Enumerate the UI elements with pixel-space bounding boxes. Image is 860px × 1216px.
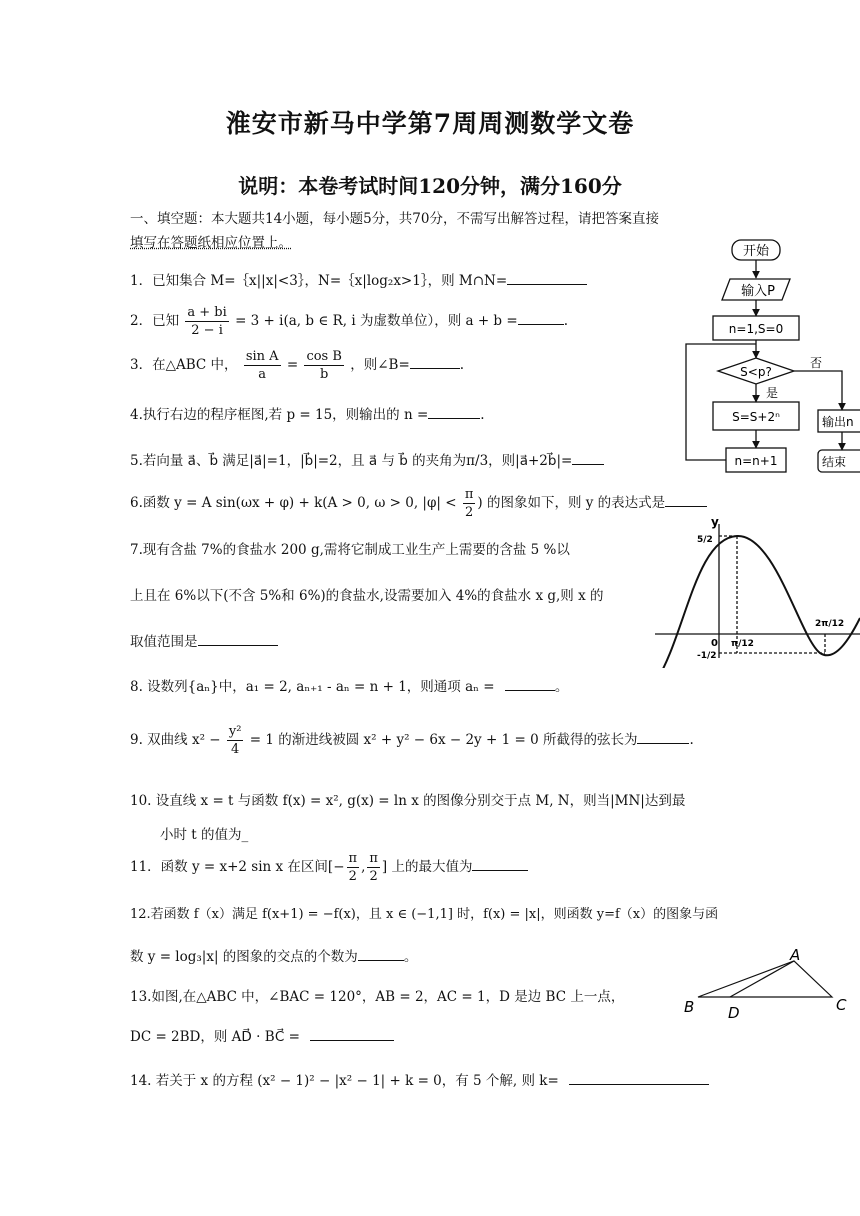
- question-12-line-2-text: 数 y = log₃|x| 的图象的交点的个数为: [130, 949, 358, 965]
- question-2-fraction: [185, 304, 228, 339]
- question-1-text: 1．已知集合 M=｛x||x|<3｝，N=｛x|log₂x>1｝，则 M∩N=: [130, 273, 508, 289]
- y-axis-label: y: [711, 518, 719, 529]
- answer-blank-2[interactable]: [518, 310, 564, 325]
- question-14: [130, 1069, 709, 1089]
- question-10-line-2: 小时 t 的值为_: [160, 827, 249, 843]
- answer-blank-9[interactable]: [637, 729, 689, 744]
- program-flowchart: [682, 234, 860, 484]
- question-6-post: ) 的图象如下，则 y 的表达式是: [477, 495, 666, 511]
- question-9-fraction: [227, 723, 244, 758]
- segment-ad: [730, 961, 794, 997]
- question-10-line-1: 10. 设直线 x = t 与函数 f(x) = x², g(x) = ln x 的图像分别交于点 M, N，则当|MN|达到最: [130, 793, 686, 809]
- flowchart-input-label: 输入P: [741, 284, 775, 299]
- answer-blank-11[interactable]: [472, 856, 528, 871]
- fraction-denominator: 2: [369, 869, 378, 884]
- fraction-denominator: 2: [464, 505, 474, 520]
- question-6-pre: 6.函数 y = A sin(ωx + φ) + k(A > 0, ω > 0, |φ| <: [130, 495, 457, 511]
- page-title: 淮安市新马中学第7周周测数学文卷: [225, 109, 635, 138]
- question-8: 8. 设数列{aₙ}中，a₁ = 2, aₙ₊₁ - aₙ = n + 1，则通项 aₙ = 。: [130, 675, 568, 695]
- question-7-line-1: 7.现有含盐 7%的食盐水 200 g,需将它制成工业生产上需要的含盐 5 %以: [130, 542, 570, 558]
- flowchart-start-label: 开始: [742, 244, 770, 259]
- question-5: [130, 449, 604, 469]
- point-d-label: D: [728, 1004, 740, 1022]
- question-11-pre: 11．函数 y = x+2 sin x 在区间[−: [130, 859, 345, 875]
- fraction-numerator: sin A: [245, 349, 279, 364]
- fraction-denominator: 4: [231, 742, 240, 757]
- question-2-post: = 3 + i(a, b ∈ R, i 为虚数单位），则 a + b =: [235, 313, 518, 329]
- question-11-post: ] 上的最大值为: [381, 859, 473, 875]
- question-3-pre: 3．在△ABC 中，: [130, 357, 238, 373]
- fraction-numerator: π: [369, 851, 378, 866]
- question-12-line-2: 数 y = log₃|x| 的图象的交点的个数为 。: [130, 945, 417, 965]
- question-2: 2．已知 $\frac{a + bi}{2 - i}$ = 3 + i(a, b ∈ R, i 为虚数单位），则 a + b = .: [130, 305, 568, 338]
- section-instructions: [130, 207, 740, 255]
- fraction-numerator: a + bi: [187, 305, 227, 320]
- answer-blank-6[interactable]: [665, 492, 707, 507]
- vertex-b-label: B: [684, 998, 695, 1016]
- question-14-text: 14. 若关于 x 的方程 (x² − 1)² − |x² − 1| + k = 0，有 5 个解, 则 k=: [130, 1073, 559, 1089]
- question-7-line-3: [130, 630, 278, 650]
- fraction-numerator: π: [464, 487, 474, 502]
- fraction-denominator: 2: [348, 869, 357, 884]
- question-13-line-1: 13.如图,在△ABC 中，∠BAC = 120°，AB = 2，AC = 1，D 是边 BC 上一点，: [130, 989, 625, 1005]
- question-7-line-2: 上且在 6%以下(不含 5%和 6%)的食盐水,设需要加入 4%的食盐水 x g,则 x 的: [130, 588, 604, 604]
- fraction-numerator: π: [348, 851, 358, 866]
- answer-blank-12[interactable]: [358, 946, 404, 961]
- sine-curve: [655, 536, 860, 668]
- question-6-fraction: [463, 486, 476, 521]
- answer-blank-14[interactable]: [569, 1070, 709, 1085]
- fraction-denominator: a: [258, 367, 267, 382]
- triangle-diagram: [680, 946, 855, 1024]
- sine-function-graph: [655, 518, 860, 668]
- x-tick-pi-12: π/12: [731, 639, 754, 649]
- question-11-fraction-2: [367, 850, 380, 885]
- fraction-denominator: 2 − i: [191, 323, 223, 338]
- question-9-pre: 9. 双曲线 x² −: [130, 732, 221, 748]
- flowchart-no-label: 否: [810, 356, 823, 370]
- instructions-line-1: 一、填空题：本大题共14小题，每小题5分，共70分，不需写出解答过程，请把答案直接: [130, 211, 659, 227]
- answer-blank-3[interactable]: [410, 354, 460, 369]
- question-4: 4.执行右边的程序框图,若 p = 15，则输出的 n = .: [130, 403, 485, 423]
- y-max-label: 5/2: [697, 535, 713, 545]
- instructions-line-2: 填写在答题纸相应位置上。: [130, 235, 292, 251]
- question-3-fraction-2: [304, 348, 343, 383]
- exam-instructions-title: 说明：本卷考试时间120分钟，满分160分: [238, 174, 622, 198]
- question-6: [130, 486, 707, 521]
- question-9: 9. 双曲线 x² − $\frac{\text{y²}}{4}$ = 1 的渐进线被圆 x² + y² − 6x − 2y + 1 = 0 所截得的弦长为 .: [130, 724, 694, 757]
- vertex-a-label: A: [790, 946, 801, 964]
- question-13-line-2-text: DC = 2BD，则 AD⃗ · BC⃗ =: [130, 1029, 300, 1045]
- question-13-line-2: [130, 1025, 394, 1045]
- triangle-abc: [698, 961, 832, 997]
- answer-blank-7[interactable]: [198, 631, 278, 646]
- answer-blank-5[interactable]: [572, 450, 604, 465]
- question-3-post: ，则∠B=: [350, 357, 410, 373]
- flowchart-output-label: 输出n: [822, 415, 854, 429]
- y-min-label: -1/2: [697, 651, 717, 661]
- fraction-numerator: y²: [228, 724, 242, 739]
- question-5-text: 5.若向量 a⃗、b⃗ 满足|a⃗|=1，|b⃗|=2，且 a⃗ 与 b⃗ 的夹角为π/3，则|a⃗+2b⃗|=: [130, 453, 573, 469]
- flowchart-end-label: 结束: [822, 455, 847, 469]
- question-4-text: 4.执行右边的程序框图,若 p = 15，则输出的 n =: [130, 407, 429, 423]
- vertex-c-label: C: [836, 996, 847, 1014]
- answer-blank-4[interactable]: [428, 404, 480, 419]
- answer-blank-8[interactable]: [505, 676, 555, 691]
- question-3-fraction-1: [244, 348, 281, 383]
- answer-blank-1[interactable]: [507, 270, 587, 285]
- flowchart-condition-label: S<p?: [740, 365, 772, 379]
- origin-label: 0: [711, 638, 718, 649]
- flowchart-update-s-label: S=S+2ⁿ: [732, 410, 780, 424]
- flowchart-init-label: n=1,S=0: [728, 322, 784, 336]
- x-tick-2pi-12: 2π/12: [815, 619, 845, 629]
- fraction-numerator: cos B: [306, 349, 342, 364]
- question-8-text: 8. 设数列{aₙ}中，a₁ = 2, aₙ₊₁ - aₙ = n + 1，则通项 aₙ =: [130, 679, 495, 695]
- flowchart-yes-label: 是: [766, 386, 779, 400]
- separator: ,: [361, 859, 366, 875]
- question-11: [130, 850, 528, 885]
- question-3: 3．在△ABC 中， $\frac{\text{sin A}}{a}$ = $\frac{\text{cos B}}{b}$ ，则∠B= .: [130, 349, 465, 382]
- question-1: [130, 269, 587, 289]
- fraction-denominator: b: [320, 367, 329, 382]
- answer-blank-13[interactable]: [310, 1026, 394, 1041]
- question-9-post: = 1 的渐进线被圆 x² + y² − 6x − 2y + 1 = 0 所截得的弦长为: [249, 732, 638, 748]
- question-11-fraction-1: [347, 850, 360, 885]
- question-7-line-3-text: 取值范围是: [130, 634, 198, 650]
- question-2-pre: 2．已知: [130, 313, 180, 329]
- flowchart-update-n-label: n=n+1: [734, 454, 778, 468]
- question-12-line-1: 12.若函数 f（x）满足 f(x+1) = −f(x)，且 x ∈ (−1,1] 时，f(x) = |x|，则函数 y=f（x）的图象与函: [130, 907, 719, 922]
